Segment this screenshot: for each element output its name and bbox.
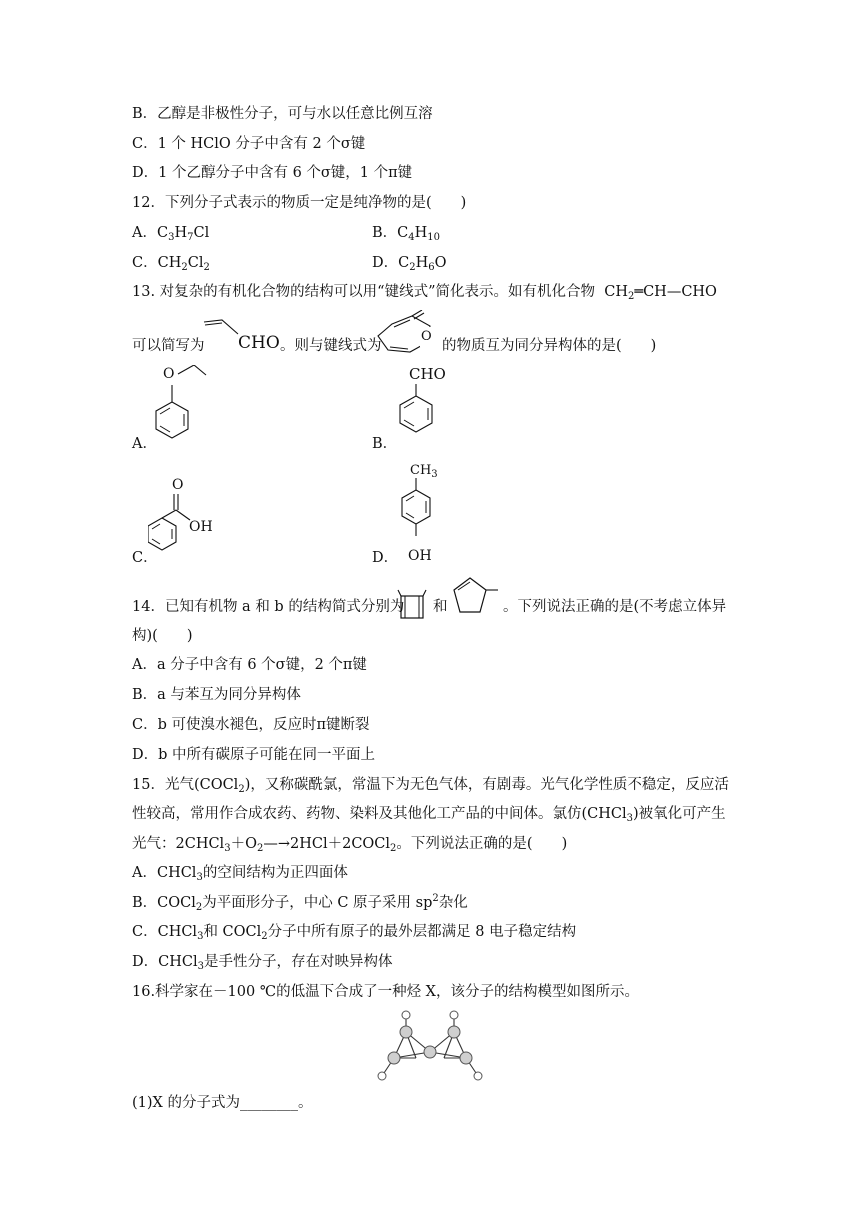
q14-stem-part2: 。下列说法正确的是(不考虑立体异 xyxy=(503,599,727,615)
oxepine-oxygen-label: O xyxy=(420,327,433,347)
q13-line2-start: 可以简写为 xyxy=(132,338,205,354)
q12-option-c: C．$CH_2Cl_2$ xyxy=(132,255,210,273)
option-c-oh: OH xyxy=(189,519,213,535)
molecule-x-ball-stick-model xyxy=(372,1008,488,1084)
q15-stem-line3: 光气：$2CHCl_3+O_2—\to 2HCl+2COCl_2$。下列说法正确的是( ) xyxy=(132,836,568,854)
q13-line2-mid: 。则与键线式为 xyxy=(280,338,382,354)
q15-stem-line1: 15．光气(COCl$_2$)，又称碳酰氯，常温下为无色气体，有剧毒。光气化学性质不稳定，反应活 xyxy=(132,777,729,795)
option-d-oh: OH xyxy=(408,548,432,564)
q15-option-c: C．CHCl$_3$和 COCl$_2$分子中所有原子的最外层都满足 8 电子稳定结构 xyxy=(132,924,577,942)
q13-option-b-label: B． xyxy=(372,436,398,452)
q12-option-b: B．$C_4H_{10}$ xyxy=(372,225,441,243)
q14-stem-and: 和 xyxy=(433,599,448,615)
q14-stem-part1: 14．已知有机物 a 和 b 的结构简式分别为 xyxy=(132,599,405,615)
option-b-cho: CHO xyxy=(409,365,446,383)
q13-line2-end: 的物质互为同分异构体的是( ) xyxy=(442,338,657,354)
acrolein-cho-label: CHO xyxy=(238,333,280,353)
q11-option-c: C．1 个 HClO 分子中含有 2 个σ键 xyxy=(132,136,366,152)
option-a-structure xyxy=(148,365,210,455)
q16-stem: 16.科学家在－100 ℃的低温下合成了一种烃 X，该分子的结构模型如图所示。 xyxy=(132,984,639,1000)
q14-option-c: C．b 可使溴水褪色，反应时π键断裂 xyxy=(132,717,370,733)
q12-option-d: D．$C_2H_6O$ xyxy=(372,255,447,273)
q13-option-a-label: A． xyxy=(132,436,157,452)
q13-stem: 13. 对复杂的有机化合物的结构可以用“键线式”简化表示。如有机化合物 $CH_2═CH—CHO$ xyxy=(132,284,717,302)
compound-b-figure xyxy=(448,574,502,624)
q16-subquestion-1: (1)X 的分子式为________。 xyxy=(132,1095,313,1111)
option-b-structure xyxy=(396,384,446,444)
option-a-oxygen: O xyxy=(163,366,175,382)
q11-option-d: D．1 个乙醇分子中含有 6 个σ键，1 个π键 xyxy=(132,165,413,181)
q15-option-b: B．COCl$_2$为平面形分子，中心 C 原子采用 $sp^2$杂化 xyxy=(132,893,468,913)
q12-stem: 12．下列分子式表示的物质一定是纯净物的是( ) xyxy=(132,195,467,211)
q15-stem-line2: 性较高，常用作合成农药、药物、染料及其他化工产品的中间体。氯仿(CHCl$_3$)被氧化可产生 xyxy=(132,806,726,824)
q14-option-a: A．a 分子中含有 6 个σ键，2 个π键 xyxy=(132,657,367,673)
compound-a-figure xyxy=(396,588,430,622)
q14-option-d: D．b 中所有碳原子可能在同一平面上 xyxy=(132,747,376,763)
q15-option-d: D．CHCl$_3$是手性分子，存在对映异构体 xyxy=(132,954,393,972)
q14-stem-part3: 构)( ) xyxy=(132,628,193,644)
q15-option-a: A．CHCl$_3$的空间结构为正四面体 xyxy=(132,865,348,883)
q12-option-a: A．$C_3H_7Cl$ xyxy=(132,225,210,243)
option-d-ch3: $CH_3$ xyxy=(410,463,438,480)
q13-option-d-label: D． xyxy=(372,550,399,566)
option-c-oxygen: O xyxy=(172,477,184,493)
option-d-structure xyxy=(396,478,446,548)
q14-option-b: B．a 与苯互为同分异构体 xyxy=(132,687,301,703)
q11-option-b: B．乙醇是非极性分子，可与水以任意比例互溶 xyxy=(132,106,433,122)
q13-option-c-label: C． xyxy=(132,550,158,566)
